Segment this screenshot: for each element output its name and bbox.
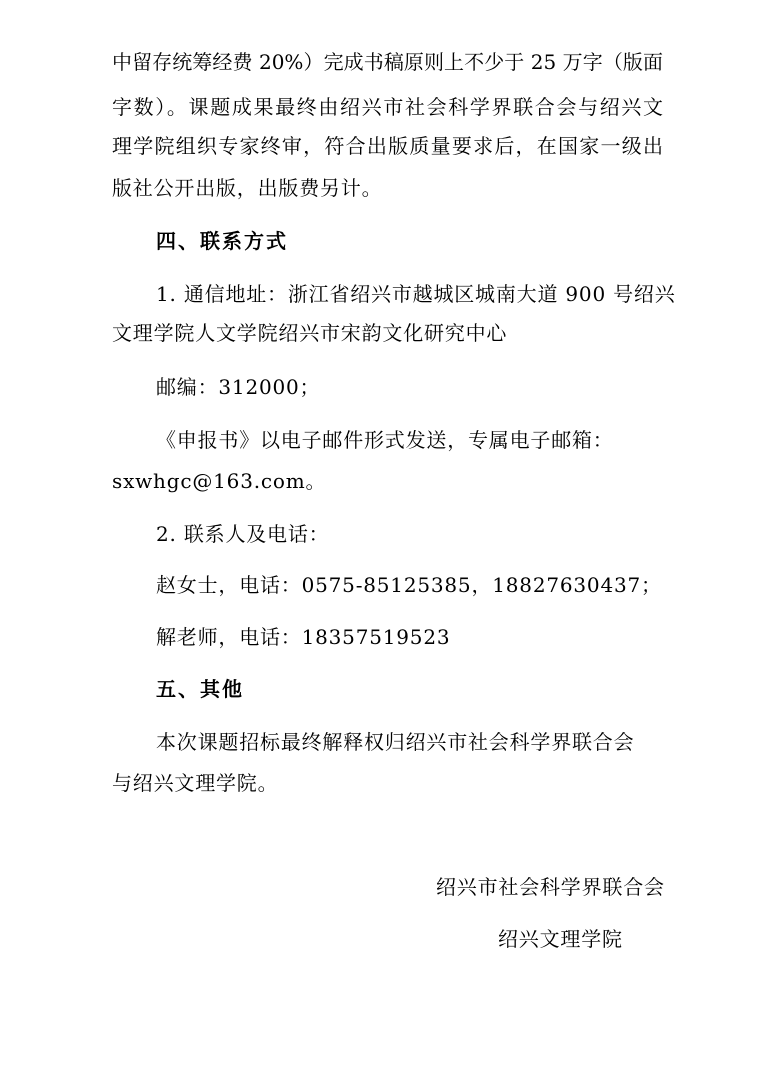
signature-org: 绍兴市社会科学界联合会 [436,875,665,899]
email-instruction: 《申报书》以电子邮件形式发送，专属电子邮箱： [156,428,614,452]
paragraph-line: 字数）。课题成果最终由绍兴市社会科学界联合会与绍兴文 [112,95,663,119]
contact-zhao: 赵女士，电话：0575-85125385，18827630437； [156,573,662,597]
email-address: sxwhgc@163.com。 [112,469,327,493]
address-line: 文理学院人文学院绍兴市宋韵文化研究中心 [112,321,508,345]
signature-org: 绍兴文理学院 [498,927,623,951]
paragraph-line: 本次课题招标最终解释权归绍兴市社会科学界联合会 [156,730,635,754]
address-line: 1. 通信地址：浙江省绍兴市越城区城南大道 900 号绍兴 [156,282,676,306]
paragraph-line: 中留存统筹经费 20%）完成书稿原则上不少于 25 万字（版面 [112,50,663,74]
postcode-text: 邮编：312000； [156,375,321,399]
paragraph-line: 与绍兴文理学院。 [112,771,279,795]
paragraph-line: 理学院组织专家终审，符合出版质量要求后，在国家一级出 [112,134,663,158]
contact-xie: 解老师，电话：18357519523 [156,625,451,649]
section-heading: 五、其他 [156,677,244,701]
paragraph-line: 版社公开出版，出版费另计。 [112,176,383,200]
section-heading: 四、联系方式 [156,229,288,253]
contacts-heading: 2. 联系人及电话： [156,522,330,546]
